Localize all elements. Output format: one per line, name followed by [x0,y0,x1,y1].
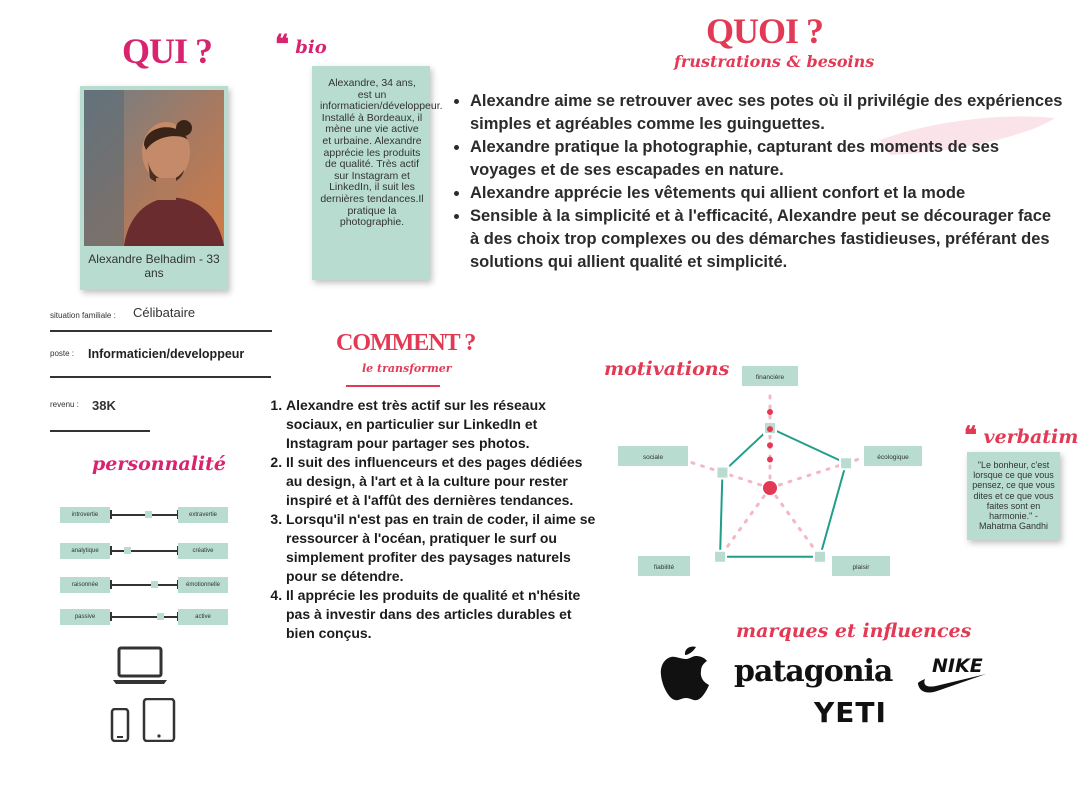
quoi-item: • Alexandre apprécie les vêtements qui allient confort et la mode [470,182,1064,205]
radar-point [716,467,728,479]
situation-line [50,330,272,332]
slider-right-label: extravertie [178,507,228,523]
revenu-line [50,430,150,432]
yeti-logo: YETI [814,696,887,729]
slider-track [110,550,178,552]
quote-mark-icon: ❝ [275,30,289,60]
personality-slider-row [60,609,230,625]
slider-right-label: créative [178,543,228,559]
profile-name: Alexandre Belhadim - 33 ans [88,252,220,280]
comment-underline [346,385,440,387]
radar-polygon [720,428,846,557]
situation-label: situation familiale : [50,311,116,320]
comment-title: COMMENT ? [336,330,476,356]
personnalite-title: personnalité [92,453,226,475]
poste-line [50,376,271,378]
revenu-value: 38K [92,398,116,413]
radar-point [840,457,852,469]
slider-left-label: passive [60,609,110,625]
quoi-subtitle: frustrations & besoins [674,52,875,71]
personality-slider-row [60,507,230,523]
radar-label: fiabilité [653,564,675,571]
laptop-icon [112,646,168,691]
radar-dot [767,457,773,463]
nike-logo [916,654,988,701]
slider-knob [157,613,164,620]
poste-value: Informaticien/developpeur [88,347,245,361]
comment-list [270,396,600,643]
quoi-item: • Sensible à la simplicité et à l'efficacité, Alexandre peut se décourager face à des choix trop complexes ou des démarches fastidieuses, préférant des solutions qui allient qualité et simplicité. [470,205,1064,274]
slider-knob [151,581,158,588]
comment-item: 3. Lorsqu'il n'est pas en train de coder, il aime se ressourcer à l'océan, pratiquer le surf ou simplement profiter des paysages naturels pour se détendre. [286,510,600,586]
motivations-title: motivations [604,358,730,380]
revenu-label: revenu : [50,400,79,409]
tablet-icon [142,698,176,747]
radar-point [714,551,726,563]
quoi-list [454,90,1064,274]
verbatim-heading: ❝ verbatim [964,420,1079,449]
radar-label: plaisir [852,564,870,571]
slider-track [110,584,178,586]
quote-mark-icon: ❝ [964,420,977,449]
quoi-item: • Alexandre aime se retrouver avec ses potes où il privilégie des expériences simples et agréables comme les guinguettes. [470,90,1064,136]
radar-dot [767,426,773,432]
patagonia-logo: patagonia [734,654,893,689]
phone-icon [110,708,130,747]
slider-left-label: introvertie [60,507,110,523]
personality-slider-row [60,543,230,559]
slider-cap [110,546,112,555]
svg-text:NIKE: NIKE [932,655,983,677]
radar-label: écologique [877,454,909,461]
slider-knob [145,511,152,518]
slider-cap [110,612,112,621]
radar-label: financière [755,374,785,381]
verbatim-quote: "Le bonheur, c'est lorsque ce que vous pensez, ce que vous dites et ce que vous faites sont en harmonie." - Mahatma Gandhi [972,460,1055,532]
slider-cap [110,580,112,589]
profile-card [80,86,228,290]
quoi-title: QUOI ? [706,11,824,51]
poste-label: poste : [50,349,75,358]
marques-title: marques et influences [736,620,972,642]
qui-title: QUI ? [122,31,213,71]
comment-item: 2. Il suit des influenceurs et des pages dédiées au design, à l'art et à la culture pour rester inspiré et à l'affût des dernières tendances. [286,453,600,510]
slider-right-label: active [178,609,228,625]
personality-slider-row [60,577,230,593]
slider-left-label: analytique [60,543,110,559]
radar-point [814,551,826,563]
comment-item: 1. Alexandre est très actif sur les réseaux sociaux, en particulier sur LinkedIn et Instagram pour partager ses photos. [286,396,600,453]
bio-card [312,66,443,280]
comment-subtitle: le transformer [362,362,452,375]
slider-knob [124,547,131,554]
slider-track [110,514,178,516]
avatar [84,90,224,246]
slider-left-label: raisonnée [60,577,110,593]
slider-track [110,616,178,618]
quoi-item: • Alexandre pratique la photographie, capturant des moments de ses voyages et de ses escapades en nature. [470,136,1064,182]
radar-center [763,481,777,495]
radar-label: sociale [642,454,664,461]
motivations-radar [610,360,930,585]
verbatim-card [967,452,1060,540]
situation-value: Célibataire [133,305,196,320]
apple-logo [660,644,712,707]
bio-text: Alexandre, 34 ans, est un informaticien/développeur. Installé à Bordeaux, il mène une vie active et urbaine. Alexandre apprécie les produits de qualité. Très actif sur Instagram et LinkedIn, il suit les dernières tendances.Il pratique la photographie. [320,77,443,229]
bio-heading: ❝ bio [275,30,327,60]
comment-item: 4. Il apprécie les produits de qualité et n'hésite pas à investir dans des articles durables et bien conçus. [286,586,600,643]
radar-dot [767,442,773,448]
radar-dot [767,409,773,415]
slider-cap [110,510,112,519]
slider-right-label: émotionnelle [178,577,228,593]
